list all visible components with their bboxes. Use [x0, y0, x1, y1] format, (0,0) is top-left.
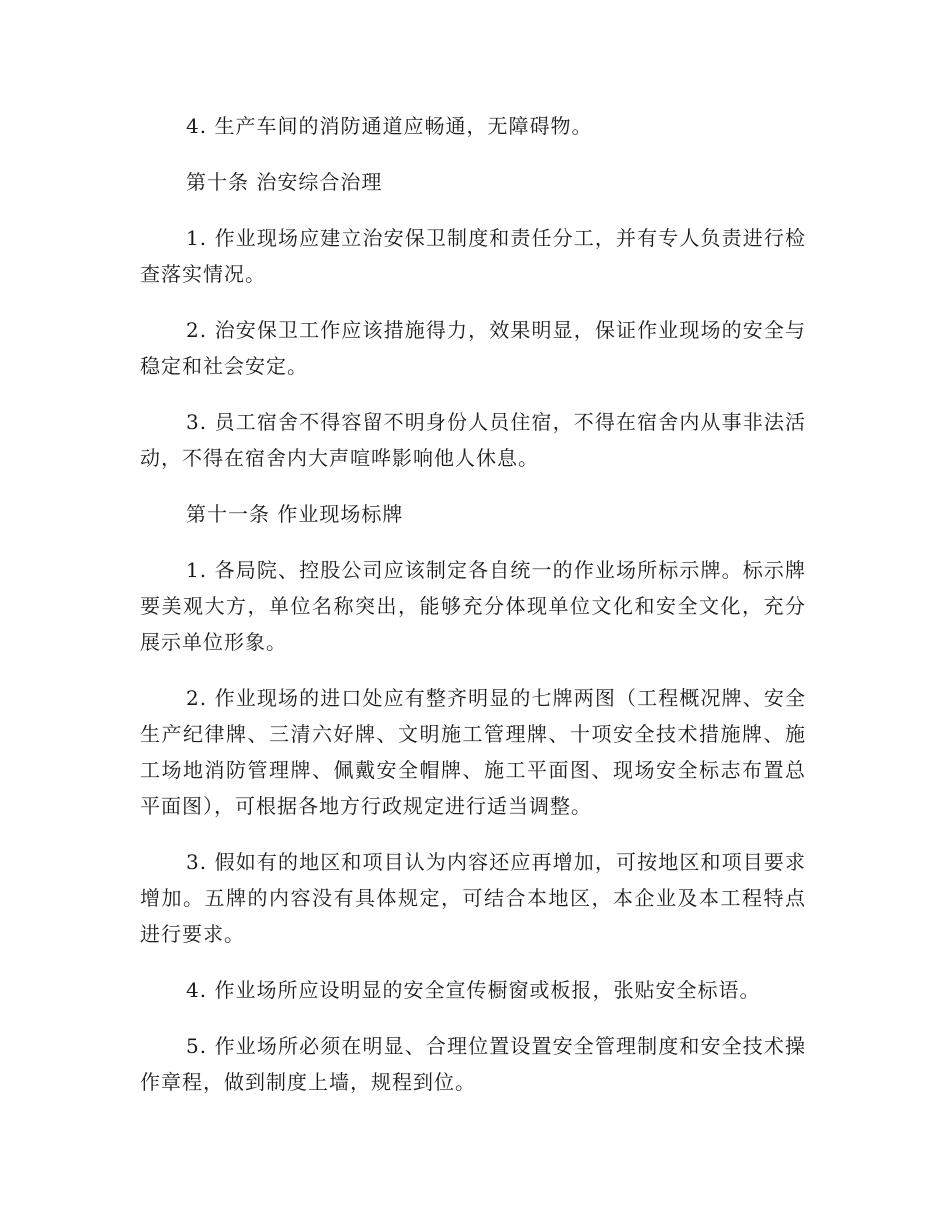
paragraph-rules-on-wall: 5. 作业场所必须在明显、合理位置设置安全管理制度和安全技术操作章程，做到制度上墙，规程到位。	[140, 1034, 806, 1094]
paragraph-signboard-design: 1. 各局院、控股公司应该制定各自统一的作业场所标示牌。标示牌要美观大方，单位名称突出，能够充分体现单位文化和安全文化，充分展示单位形象。	[140, 558, 806, 654]
paragraph-fire-passage: 4. 生产车间的消防通道应畅通，无障碍物。	[186, 114, 593, 138]
paragraph-security-system: 1. 作业现场应建立治安保卫制度和责任分工，并有专人负责进行检查落实情况。	[140, 226, 806, 286]
section-heading-article-10: 第十条 治安综合治理	[186, 170, 383, 194]
paragraph-security-measures: 2. 治安保卫工作应该措施得力，效果明显，保证作业现场的安全与稳定和社会安定。	[140, 318, 806, 378]
document-page	[140, 108, 806, 1120]
paragraph-dormitory-rules: 3. 员工宿舍不得容留不明身份人员住宿，不得在宿舍内从事非法活动，不得在宿舍内大声喧哗影响他人休息。	[140, 410, 806, 470]
paragraph-additional-content: 3. 假如有的地区和项目认为内容还应再增加，可按地区和项目要求增加。五牌的内容没有具体规定，可结合本地区，本企业及本工程特点进行要求。	[140, 850, 806, 946]
section-heading-article-11: 第十一条 作业现场标牌	[186, 502, 404, 526]
paragraph-publicity-window: 4. 作业场所应设明显的安全宣传橱窗或板报，张贴安全标语。	[186, 978, 761, 1002]
paragraph-seven-signs-two-maps: 2. 作业现场的进口处应有整齐明显的七牌两图（工程概况牌、安全生产纪律牌、三清六好牌、文明施工管理牌、十项安全技术措施牌、施工场地消防管理牌、佩戴安全帽牌、施工平面图、现场安全标志布置总平面图），可根据各地方行政规定进行适当调整。	[140, 686, 806, 818]
